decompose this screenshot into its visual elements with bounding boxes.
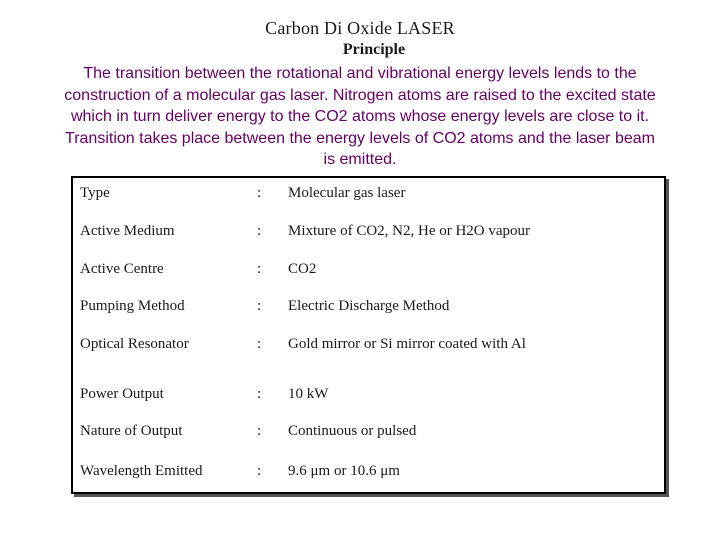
spec-value: 10 kW [288, 386, 329, 402]
spec-row-optical-resonator [73, 332, 664, 356]
spec-separator: : [257, 261, 262, 277]
spec-row-active-centre [73, 257, 664, 281]
page-title: Carbon Di Oxide LASER [265, 18, 455, 38]
spec-row-wavelength-emitted [73, 459, 664, 483]
spec-value: Molecular gas laser [288, 185, 406, 201]
spec-separator: : [257, 423, 262, 439]
spec-label: Nature of Output [80, 423, 183, 439]
spec-separator: : [257, 298, 262, 314]
spec-value: Electric Discharge Method [288, 298, 450, 314]
spec-value: Mixture of CO2, N2, He or H2O vapour [288, 223, 531, 239]
spec-row-type [73, 181, 664, 205]
spec-separator: : [257, 223, 262, 239]
spec-label: Active Medium [80, 223, 175, 239]
spec-label: Pumping Method [80, 298, 185, 314]
principle-paragraph: The transition between the rotational and vibrational energy levels lends to the construction of a molecular gas laser. Nitrogen atoms are raised to the excited state which in turn deliver energy to the CO2 atoms whose energy levels are close to it. Transition takes place between the energy levels of CO2 atoms and the laser beam is emitted. [64, 65, 656, 168]
spec-row-nature-of-output [73, 419, 664, 443]
spec-label: Active Centre [80, 261, 164, 277]
section-heading-principle: Principle [342, 41, 406, 58]
spec-label: Optical Resonator [80, 336, 189, 352]
specifications-table [71, 176, 666, 494]
spec-row-power-output [73, 382, 664, 406]
spec-value: CO2 [288, 261, 317, 277]
spec-row-pumping-method [73, 294, 664, 318]
spec-separator: : [257, 463, 262, 479]
spec-value: Continuous or pulsed [288, 423, 417, 439]
spec-label: Type [80, 185, 110, 201]
spec-separator: : [257, 386, 262, 402]
spec-value: 9.6 μm or 10.6 μm [288, 463, 400, 479]
spec-label: Wavelength Emitted [80, 463, 203, 479]
spec-value: Gold mirror or Si mirror coated with Al [288, 336, 526, 352]
spec-separator: : [257, 185, 262, 201]
spec-row-active-medium [73, 219, 664, 243]
spec-label: Power Output [80, 386, 164, 402]
spec-separator: : [257, 336, 262, 352]
